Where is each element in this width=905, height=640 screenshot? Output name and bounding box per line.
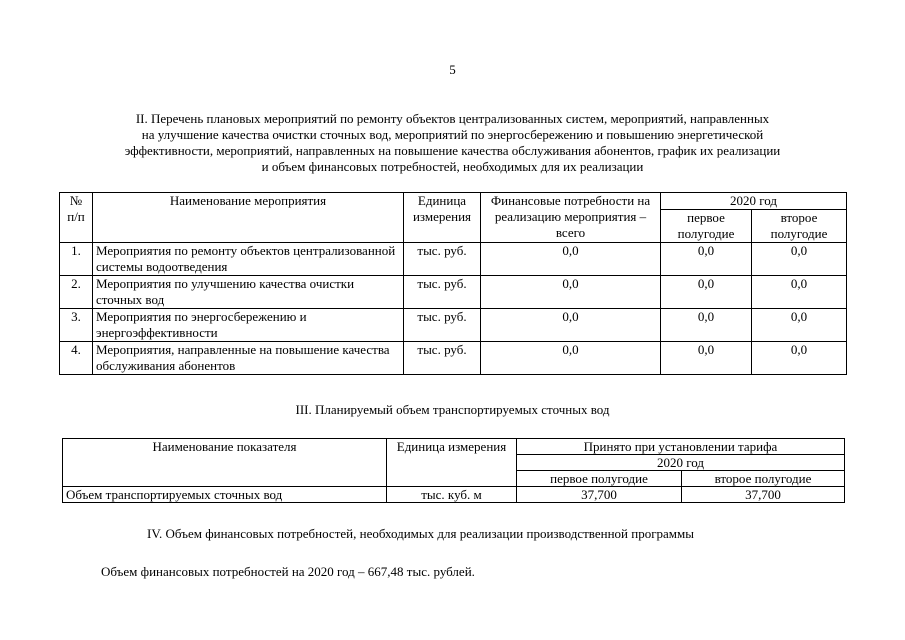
row-half2: 0,0 [752,309,847,342]
row-name: Мероприятия по улучшению качества очистки сточных вод [93,276,404,309]
row-unit: тыс. руб. [404,309,481,342]
header-unit: Единица измерения [387,439,517,487]
table-row [60,243,847,276]
row-num: 3. [60,309,93,342]
header-unit: Единица измерения [404,193,481,243]
measures-table [59,192,847,375]
row-unit: тыс. руб. [404,342,481,375]
header-year: 2020 год [517,455,845,471]
row-name: Мероприятия, направленные на повышение качества обслуживания абонентов [93,342,404,375]
section2-title-line: эффективности, мероприятий, направленных на повышение качества обслуживания абонентов, график их реализации [124,143,781,158]
row-half1: 37,700 [517,487,682,503]
row-total: 0,0 [481,342,661,375]
row-half1: 0,0 [661,276,752,309]
row-half2: 37,700 [682,487,845,503]
header-half1: первое полугодие [661,210,752,243]
row-unit: тыс. куб. м [387,487,517,503]
row-name: Мероприятия по ремонту объектов централизованной системы водоотведения [93,243,404,276]
row-half2: 0,0 [752,243,847,276]
row-half1: 0,0 [661,243,752,276]
volume-table [62,438,845,503]
section3-title: III. Планируемый объем транспортируемых сточных вод [295,402,610,417]
row-unit: тыс. руб. [404,243,481,276]
finance-summary: Объем финансовых потребностей на 2020 год – 667,48 тыс. рублей. [101,564,475,579]
row-name: Мероприятия по энергосбережению и энергоэффективности [93,309,404,342]
row-name: Объем транспортируемых сточных вод [63,487,387,503]
row-total: 0,0 [481,243,661,276]
table-row [60,309,847,342]
row-total: 0,0 [481,309,661,342]
row-num: 2. [60,276,93,309]
header-half1: первое полугодие [517,471,682,487]
header-year: 2020 год [661,193,847,210]
section2-title [40,111,865,175]
header-finance: Финансовые потребности на реализацию мероприятия – всего [481,193,661,243]
header-accepted: Принято при установлении тарифа [517,439,845,455]
header-num: № п/п [60,193,93,243]
row-unit: тыс. руб. [404,276,481,309]
row-half2: 0,0 [752,342,847,375]
row-total: 0,0 [481,276,661,309]
header-half2: второе полугодие [682,471,845,487]
row-half2: 0,0 [752,276,847,309]
header-indicator: Наименование показателя [63,439,387,487]
section2-title-line: II. Перечень плановых мероприятий по ремонту объектов централизованных систем, мероприятий, направленных [135,111,770,126]
table-row [63,487,845,503]
section2-title-line: и объем финансовых потребностей, необходимых для их реализации [261,159,644,174]
table-row [60,276,847,309]
row-half1: 0,0 [661,309,752,342]
row-num: 4. [60,342,93,375]
row-half1: 0,0 [661,342,752,375]
row-num: 1. [60,243,93,276]
section4-title: IV. Объем финансовых потребностей, необходимых для реализации производственной программы [147,526,694,541]
table-row [60,342,847,375]
page-number: 5 [449,62,456,77]
section2-title-line: на улучшение качества очистки сточных вод, мероприятий по энергосбережению и повышению энергетической [141,127,764,142]
header-name: Наименование мероприятия [93,193,404,243]
header-half2: второе полугодие [752,210,847,243]
